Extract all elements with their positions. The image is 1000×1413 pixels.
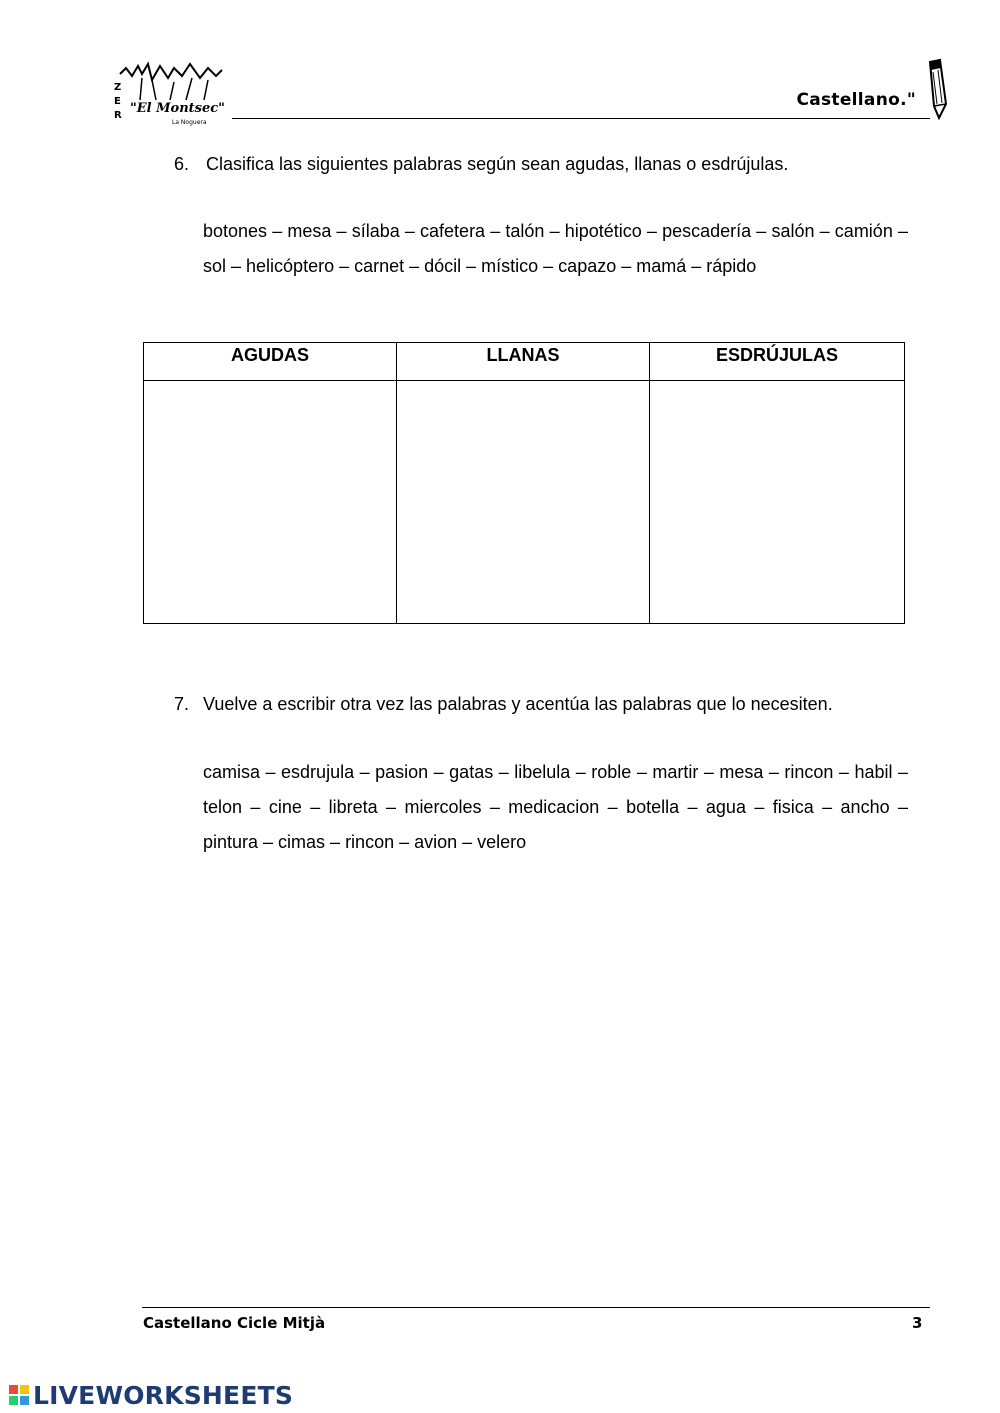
- table-header-row: [144, 343, 905, 381]
- logo-subtext: La Noguera: [172, 119, 207, 126]
- exercise-6-text: Clasifica las siguientes palabras según sean agudas, llanas o esdrújulas.: [206, 154, 789, 174]
- logo-text: "El Montsec": [130, 101, 225, 116]
- exercise-7-word-list: camisa – esdrujula – pasion – gatas – libelula – roble – martir – mesa – rincon – habil – telon – cine – libreta – miercoles – medicacion – botella – agua – fisica – ancho – pintura – cimas – rincon – avion – velero: [203, 762, 908, 852]
- header-title: Castellano.": [796, 90, 916, 110]
- exercise-7-instruction: [174, 692, 833, 716]
- exercise-6-number: 6.: [174, 154, 190, 174]
- school-logo: [112, 60, 230, 130]
- logo-side-z: Z: [114, 82, 122, 93]
- exercise-7-number: 7.: [174, 694, 190, 714]
- table-answer-row: [144, 381, 905, 624]
- logo-side-r: R: [114, 110, 122, 121]
- exercise-7-text: Vuelve a escribir otra vez las palabras y acentúa las palabras que lo necesiten.: [203, 694, 833, 714]
- brand-text: LIVEWORKSHEETS: [33, 1380, 294, 1410]
- column-header-agudas: AGUDAS: [144, 343, 397, 381]
- footer-course: Castellano Cicle Mitjà: [143, 1314, 326, 1332]
- liveworksheets-logo-icon: [8, 1384, 30, 1406]
- liveworksheets-brand[interactable]: [8, 1380, 293, 1410]
- exercise-6-word-list: botones – mesa – sílaba – cafetera – talón – hipotético – pescadería – salón – camión – sol – helicóptero – carnet – dócil – místico – capazo – mamá – rápido: [203, 221, 908, 276]
- answer-cell-llanas[interactable]: [397, 381, 650, 624]
- answer-cell-esdrujulas[interactable]: [650, 381, 905, 624]
- classification-table: [143, 342, 905, 624]
- header-divider: [232, 118, 930, 119]
- pencil-icon: [924, 58, 948, 120]
- logo-side-e: E: [114, 96, 121, 107]
- exercise-6-instruction: [174, 152, 788, 176]
- footer-divider: [142, 1307, 930, 1308]
- answer-cell-agudas[interactable]: [144, 381, 397, 624]
- page-number: 3: [912, 1314, 923, 1332]
- column-header-llanas: LLANAS: [397, 343, 650, 381]
- column-header-esdrujulas: ESDRÚJULAS: [650, 343, 905, 381]
